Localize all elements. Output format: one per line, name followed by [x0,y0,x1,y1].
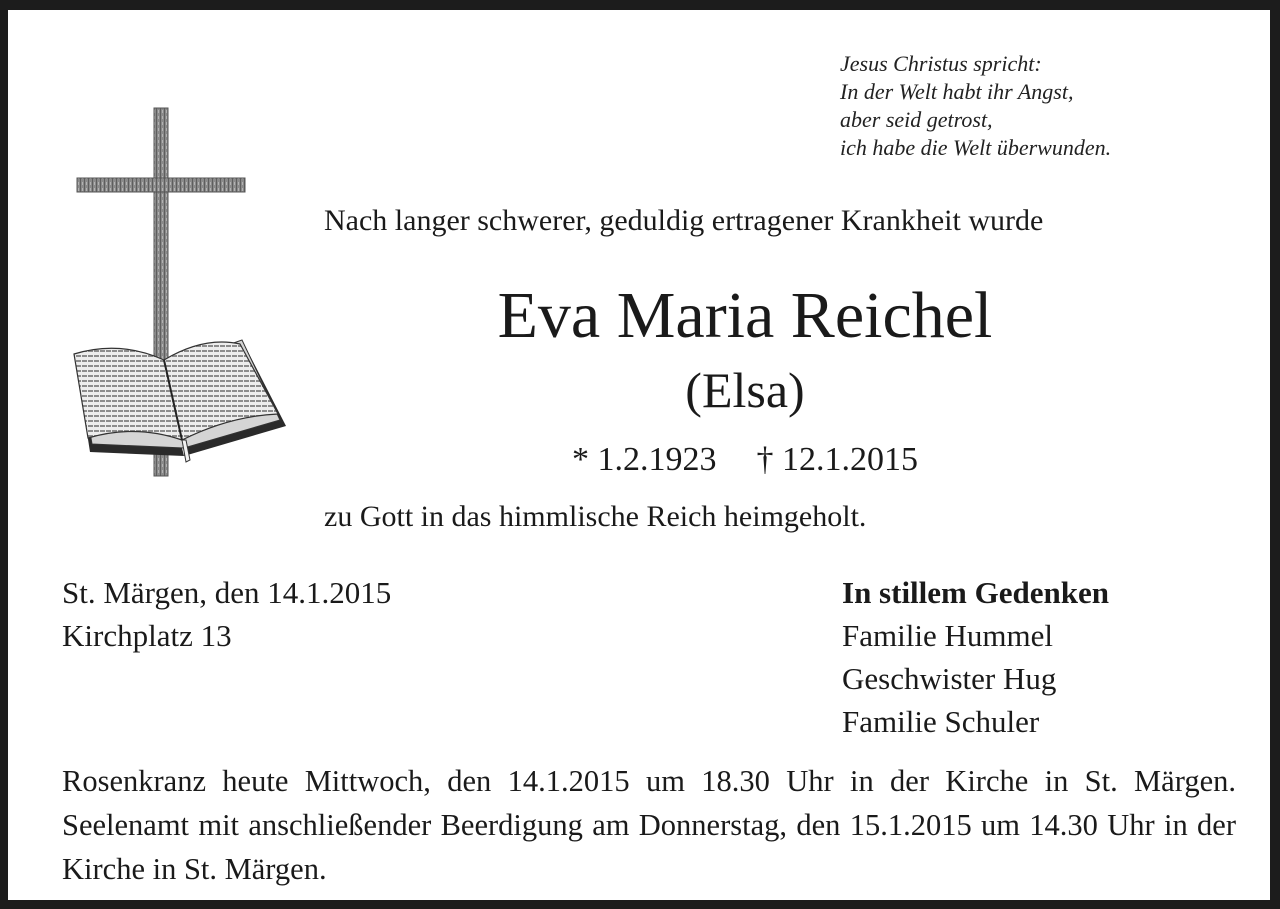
birth-date: * 1.2.1923 [572,441,717,478]
quote-line: In der Welt habt ihr Angst, [840,79,1074,104]
quote-line: aber seid getrost, [840,107,993,132]
deceased-name: Eva Maria Reichel [497,279,993,352]
mourner-name: Familie Hummel [842,618,1053,653]
place-and-date [62,571,391,657]
service-details: Rosenkranz heute Mittwoch, den 14.1.2015 um 18.30 Uhr in der Kirche in St. Märgen. Seelenamt mit anschließender Beerdigung am Donnerstag, den 15.1.2015 um 14.30 Uhr in der Kirche in St. Märgen. [62,764,1236,886]
outro-text: zu Gott in das himmlische Reich heimgeholt. [324,500,867,533]
death-date: † 12.1.2015 [756,441,918,478]
life-dates [338,439,1152,481]
mourner-name: Familie Schuler [842,704,1040,739]
mourners-list [842,571,1109,743]
deceased-nickname: (Elsa) [685,362,805,418]
address-line: Kirchplatz 13 [62,618,232,653]
quote-line: Jesus Christus spricht: [840,51,1042,76]
place-date-line: St. Märgen, den 14.1.2015 [62,575,392,610]
mourners-heading: In stillem Gedenken [842,575,1109,610]
quote-line: ich habe die Welt überwunden. [840,135,1112,160]
cross-and-bible-artwork [64,104,294,480]
scripture-quote [840,50,1220,162]
mourner-name: Geschwister Hug [842,661,1057,696]
intro-text: Nach langer schwerer, geduldig ertragener Krankheit wurde [324,204,1044,237]
open-bible-icon [74,340,286,462]
